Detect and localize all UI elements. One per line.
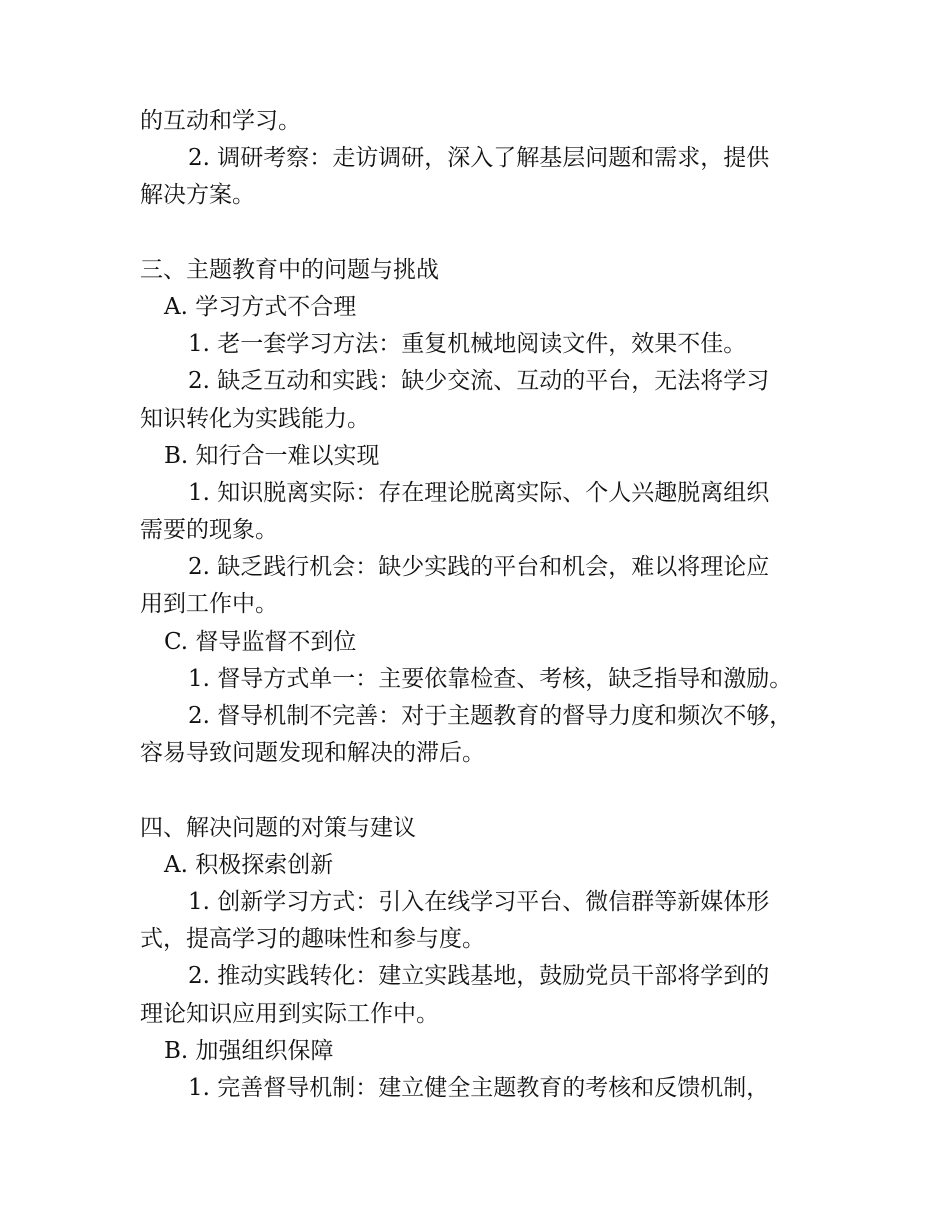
list-item: 2. 调研考察：走访调研，深入了解基层问题和需求，提供 <box>188 145 770 172</box>
paragraph-continuation: 用到工作中。 <box>140 591 278 618</box>
paragraph-continuation: 容易导致问题发现和解决的滞后。 <box>140 740 485 767</box>
list-item: 1. 知识脱离实际：存在理论脱离实际、个人兴趣脱离组织 <box>188 479 770 506</box>
list-item: 1. 督导方式单一：主要依靠检查、考核，缺乏指导和激励。 <box>188 665 793 692</box>
section-heading: 三、主题教育中的问题与挑战 <box>140 256 439 283</box>
list-item: 2. 缺乏践行机会：缺少实践的平台和机会，难以将理论应 <box>188 554 770 581</box>
list-item: 1. 完善督导机制：建立健全主题教育的考核和反馈机制， <box>188 1074 770 1101</box>
list-item: 1. 老一套学习方法：重复机械地阅读文件，效果不佳。 <box>188 331 747 358</box>
list-item: 2. 缺乏互动和实践：缺少交流、互动的平台，无法将学习 <box>188 368 770 395</box>
paragraph-continuation: 需要的现象。 <box>140 517 278 544</box>
paragraph-continuation: 知识转化为实践能力。 <box>140 405 370 432</box>
subsection-heading: B. 知行合一难以实现 <box>164 442 380 469</box>
paragraph-continuation: 理论知识应用到实际工作中。 <box>140 1000 439 1027</box>
subsection-heading: A. 学习方式不合理 <box>164 293 357 320</box>
blank-line <box>140 772 812 809</box>
document-page <box>140 103 812 1107</box>
list-item: 1. 创新学习方式：引入在线学习平台、微信群等新媒体形 <box>188 888 770 915</box>
section-heading: 四、解决问题的对策与建议 <box>140 814 416 841</box>
paragraph-continuation: 解决方案。 <box>140 182 255 209</box>
list-item: 2. 推动实践转化：建立实践基地，鼓励党员干部将学到的 <box>188 963 770 990</box>
paragraph-continuation: 式，提高学习的趣味性和参与度。 <box>140 926 485 953</box>
blank-line <box>140 215 812 252</box>
subsection-heading: A. 积极探索创新 <box>164 851 334 878</box>
paragraph-continuation: 的互动和学习。 <box>140 108 301 134</box>
subsection-heading: B. 加强组织保障 <box>164 1037 334 1064</box>
list-item: 2. 督导机制不完善：对于主题教育的督导力度和频次不够， <box>188 703 793 729</box>
subsection-heading: C. 督导监督不到位 <box>164 628 357 655</box>
